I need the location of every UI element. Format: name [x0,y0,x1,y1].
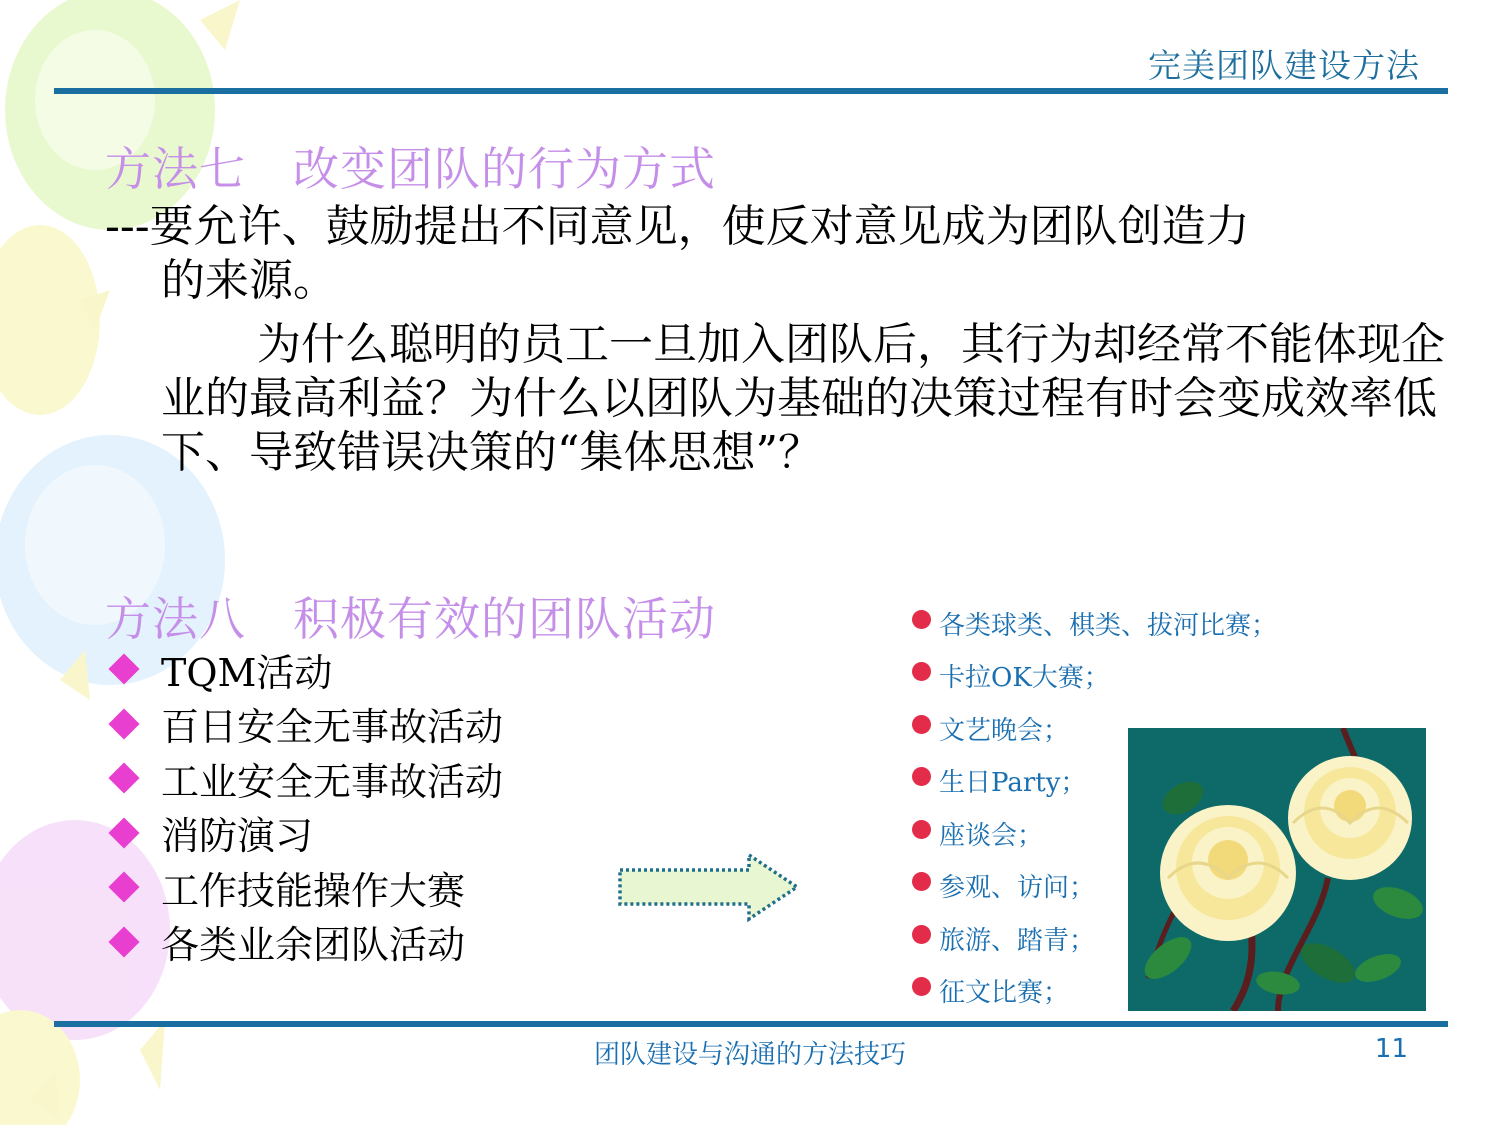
activity-text: 各类球类、棋类、拔河比赛； [939,610,1278,641]
bullet-text: 工作技能操作大赛 [161,868,466,913]
activity-text: 座谈会； [939,820,1044,851]
diamond-bullet-icon [108,872,139,903]
list-item [105,642,503,697]
red-dot-icon [912,610,931,629]
bullet-text: 各类业余团队活动 [161,923,466,968]
list-item [105,860,503,915]
activity-text: 文艺晚会； [939,715,1070,746]
bullet-text: 百日安全无事故活动 [161,705,504,750]
bullet-text: 工业安全无事故活动 [161,759,504,804]
red-dot-icon [912,662,931,681]
list-item [105,806,503,861]
method7-line1-cont: 的来源。 [161,255,337,306]
diamond-bullet-icon [108,763,139,794]
method7-paragraph-text: 为什么聪明的员工一旦加入团队后，其行为却经常不能体现企业的最高利益？为什么以团队为基础的决策过程有时会变成效率低下、导致错误决策的“集体思想”？ [161,319,1445,478]
footer-divider [54,1021,1448,1027]
diamond-bullet-icon [108,708,139,739]
method7-summary [105,200,1445,308]
page-number: 11 [1374,1034,1408,1064]
method8-heading: 方法八 积极有效的团队活动 [105,592,716,646]
list-item [105,697,503,752]
dotted-right-arrow-icon [617,852,801,922]
header-title: 完美团队建设方法 [1148,46,1420,85]
method7-heading: 方法七 改变团队的行为方式 [105,142,716,196]
method7-paragraph-block [105,318,1451,480]
activity-text: 卡拉OK大赛； [939,663,1110,694]
diamond-bullet-icon [108,817,139,848]
list-item [912,597,1277,650]
list-item [912,650,1277,703]
bullet-text: 消防演习 [161,814,314,859]
roses-clipart [1128,728,1426,1011]
red-dot-icon [912,872,931,891]
list-item [105,751,503,806]
footer-title: 团队建设与沟通的方法技巧 [593,1040,906,1070]
diamond-bullet-icon [108,926,139,957]
red-dot-icon [912,715,931,734]
header-divider [54,88,1448,94]
diamond-bullet-icon [108,654,139,685]
activity-text: 旅游、踏青； [939,925,1096,956]
activity-text: 生日Party； [939,768,1087,799]
bullet-text: TQM活动 [161,650,333,695]
red-dot-icon [912,925,931,944]
method7-paragraph [161,318,1451,480]
red-dot-icon [912,767,931,786]
red-dot-icon [912,820,931,839]
method8-bullet-list [105,642,503,969]
activity-text: 征文比赛； [939,978,1070,1009]
activity-text: 参观、访问； [939,873,1096,904]
red-dot-icon [912,977,931,996]
method7-line1: ---要允许、鼓励提出不同意见，使反对意见成为团队创造力 [105,201,1250,252]
list-item [105,915,503,970]
